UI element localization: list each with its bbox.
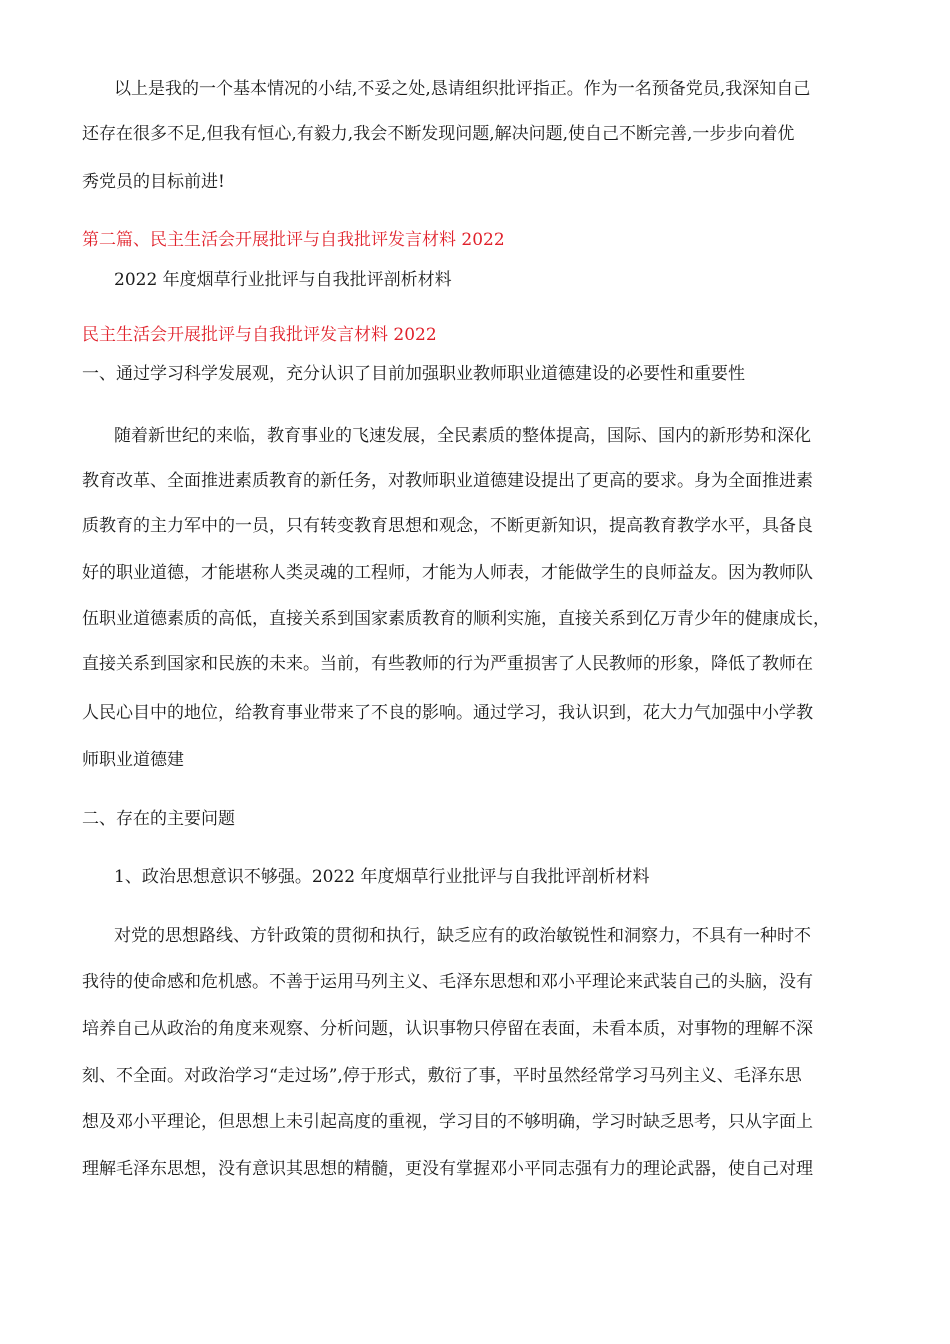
intro-line-1: 以上是我的一个基本情况的小结,不妥之处,恳请组织批评指正。作为一名预备党员,我深知自己 — [114, 79, 811, 99]
subtitle: 2022 年度烟草行业批评与自我批评剖析材料 — [114, 270, 452, 290]
paragraph-one-line-4: 好的职业道德，才能堪称人类灵魂的工程师，才能为人师表，才能做学生的良师益友。因为教师队 — [82, 563, 813, 583]
heading-one: 一、通过学习科学发展观，充分认识了目前加强职业教师职业道德建设的必要性和重要性 — [82, 364, 745, 384]
intro-line-2: 还存在很多不足,但我有恒心,有毅力,我会不断发现问题,解决问题,使自己不断完善,一步步向着优 — [82, 124, 795, 144]
paragraph-two-line-2: 我待的使命感和危机感。不善于运用马列主义、毛泽东思想和邓小平理论来武装自己的头脑，没有 — [82, 972, 813, 992]
intro-line-3: 秀党员的目标前进! — [82, 172, 225, 192]
paragraph-two-line-3: 培养自己从政治的角度来观察、分析问题，认识事物只停留在表面，未看本质，对事物的理解不深 — [82, 1019, 813, 1039]
paragraph-one-line-6: 直接关系到国家和民族的未来。当前，有些教师的行为严重损害了人民教师的形象，降低了教师在 — [82, 654, 813, 674]
paragraph-one-line-7: 人民心目中的地位，给教育事业带来了不良的影响。通过学习，我认识到，花大力气加强中小学教 — [82, 703, 813, 723]
heading-two: 二、存在的主要问题 — [82, 809, 235, 829]
paragraph-one-line-8: 师职业道德建 — [82, 750, 184, 770]
section-heading: 民主生活会开展批评与自我批评发言材料 2022 — [82, 325, 437, 345]
paragraph-one-line-1: 随着新世纪的来临，教育事业的飞速发展，全民素质的整体提高，国际、国内的新形势和深化 — [114, 426, 811, 446]
paragraph-two-line-5: 想及邓小平理论，但思想上未引起高度的重视，学习目的不够明确，学习时缺乏思考，只从字面上 — [82, 1112, 813, 1132]
paragraph-two-line-6: 理解毛泽东思想，没有意识其思想的精髓，更没有掌握邓小平同志强有力的理论武器，使自己对理 — [82, 1159, 813, 1179]
paragraph-one-line-3: 质教育的主力军中的一员，只有转变教育思想和观念，不断更新知识，提高教育教学水平，具备良 — [82, 516, 813, 536]
paragraph-one-line-5: 伍职业道德素质的高低，直接关系到国家素质教育的顺利实施，直接关系到亿万青少年的健康成长， — [82, 609, 830, 629]
paragraph-two-line-1: 对党的思想路线、方针政策的贯彻和执行，缺乏应有的政治敏锐性和洞察力，不具有一种时不 — [114, 926, 811, 946]
paragraph-one-line-2: 教育改革、全面推进素质教育的新任务，对教师职业道德建设提出了更高的要求。身为全面推进素 — [82, 471, 813, 491]
chapter-heading: 第二篇、民主生活会开展批评与自我批评发言材料 2022 — [82, 230, 505, 250]
item-one: 1、政治思想意识不够强。2022 年度烟草行业批评与自我批评剖析材料 — [114, 867, 650, 887]
paragraph-two-line-4: 刻、不全面。对政治学习“走过场”,停于形式，敷衍了事，平时虽然经常学习马列主义、毛泽东思 — [82, 1066, 802, 1086]
